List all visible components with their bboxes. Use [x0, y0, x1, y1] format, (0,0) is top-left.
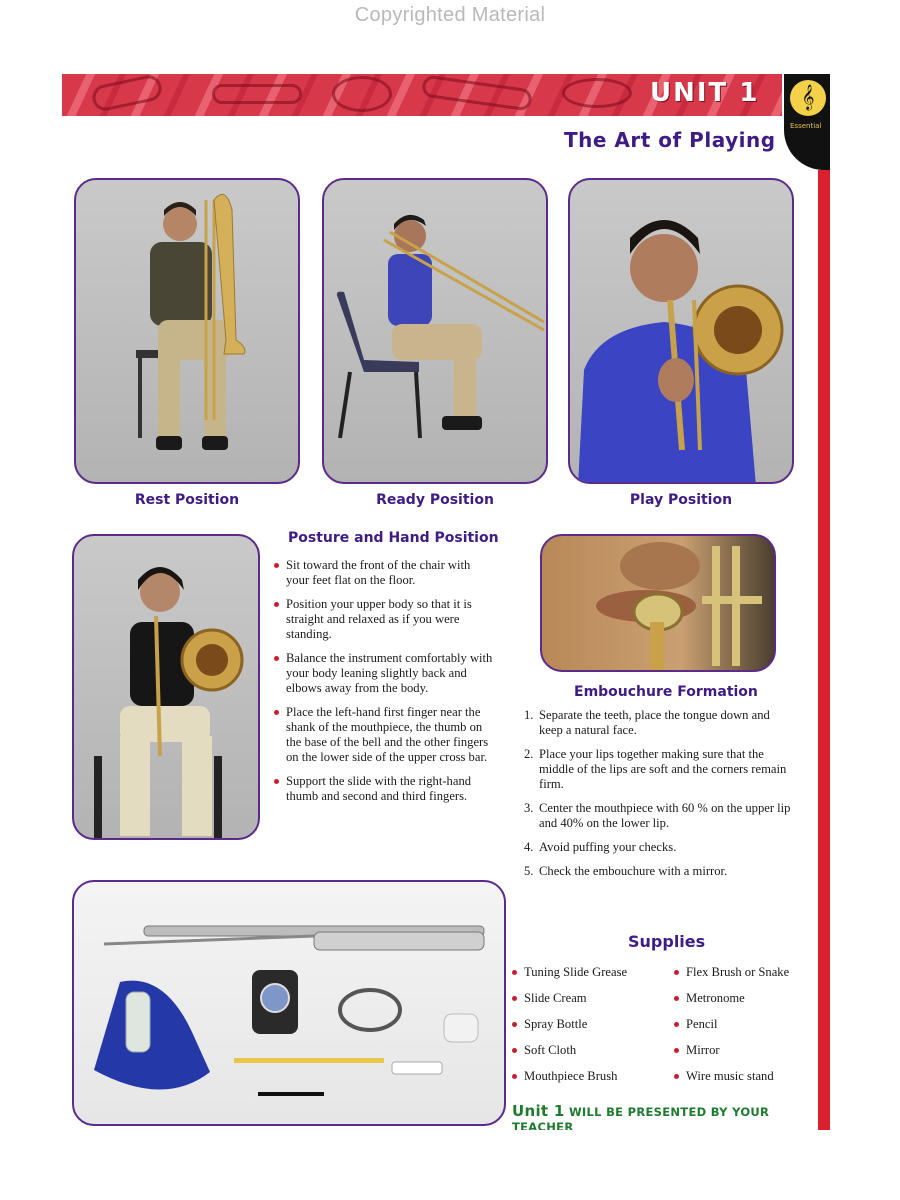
treble-clef-icon: 𝄞 — [790, 80, 826, 116]
list-item: Place the left-hand first finger near the shank of the mouthpiece, the thumb on the base of the bell and the other fingers on the lower side of the upper cross bar. — [274, 705, 494, 765]
ready-position-illustration — [324, 180, 548, 484]
banner-decoration — [562, 78, 632, 108]
rest-position-caption: Rest Position — [134, 492, 240, 508]
list-item — [524, 840, 794, 855]
step-number: 4. — [524, 840, 534, 854]
banner-decoration — [421, 74, 533, 111]
list-item: Mirror — [674, 1042, 824, 1058]
teacher-note-unit: Unit 1 — [512, 1102, 565, 1120]
teacher-note — [512, 1102, 830, 1130]
posture-heading: Posture and Hand Position — [288, 530, 499, 546]
embouchure-steps — [524, 708, 794, 888]
step-text: Avoid puffing your checks. — [539, 840, 677, 854]
supplies-illustration — [74, 882, 506, 1126]
banner-decoration — [212, 84, 302, 104]
list-item: Metronome — [674, 990, 824, 1006]
list-item — [524, 864, 794, 879]
step-text: Center the mouthpiece with 60 % on the upper lip and 40% on the lower lip. — [539, 801, 791, 830]
page-title: The Art of Playing — [564, 128, 776, 152]
copyright-watermark: Copyrighted Material — [354, 4, 546, 26]
embouchure-photo — [540, 534, 776, 672]
teacher-note-text: WILL BE PRESENTED BY YOUR TEACHER — [512, 1105, 770, 1130]
embouchure-heading: Embouchure Formation — [574, 684, 758, 700]
ready-position-caption: Ready Position — [376, 492, 494, 508]
rest-position-illustration — [76, 180, 300, 484]
step-number: 5. — [524, 864, 534, 878]
list-item: Wire music stand — [674, 1068, 824, 1084]
list-item: Balance the instrument comfortably with your body leaning slightly back and elbows away from the body. — [274, 651, 494, 696]
badge-text: Essential — [790, 122, 822, 130]
supplies-photo — [72, 880, 506, 1126]
book-page — [62, 74, 830, 1130]
play-position-photo — [568, 178, 794, 484]
posture-illustration — [74, 536, 260, 840]
play-position-illustration — [570, 180, 794, 484]
step-number: 1. — [524, 708, 534, 722]
step-number: 3. — [524, 801, 534, 815]
step-number: 2. — [524, 747, 534, 761]
posture-photo — [72, 534, 260, 840]
posture-list — [274, 558, 494, 813]
list-item: Flex Brush or Snake — [674, 964, 824, 980]
rest-position-photo — [74, 178, 300, 484]
header-banner — [62, 74, 782, 116]
play-position-caption: Play Position — [629, 492, 733, 508]
unit-label: UNIT 1 — [650, 78, 760, 108]
series-badge — [784, 74, 830, 170]
ready-position-photo — [322, 178, 548, 484]
list-item — [524, 801, 794, 831]
supplies-heading: Supplies — [628, 932, 706, 951]
list-item — [524, 747, 794, 792]
banner-decoration — [90, 74, 164, 113]
list-item: Soft Cloth — [512, 1042, 674, 1058]
step-text: Place your lips together making sure that the middle of the lips are soft and the corners remain firm. — [539, 747, 787, 791]
supplies-list — [512, 964, 824, 1084]
list-item: Support the slide with the right-hand thumb and second and third fingers. — [274, 774, 494, 804]
banner-decoration — [332, 76, 392, 112]
list-item: Tuning Slide Grease — [512, 964, 674, 980]
step-text: Check the embouchure with a mirror. — [539, 864, 728, 878]
embouchure-illustration — [542, 536, 776, 672]
list-item: Slide Cream — [512, 990, 674, 1006]
list-item: Pencil — [674, 1016, 824, 1032]
list-item — [524, 708, 794, 738]
step-text: Separate the teeth, place the tongue down and keep a natural face. — [539, 708, 770, 737]
list-item: Position your upper body so that it is straight and relaxed as if you were standing. — [274, 597, 494, 642]
list-item: Mouthpiece Brush — [512, 1068, 674, 1084]
list-item: Sit toward the front of the chair with your feet flat on the floor. — [274, 558, 494, 588]
list-item: Spray Bottle — [512, 1016, 674, 1032]
